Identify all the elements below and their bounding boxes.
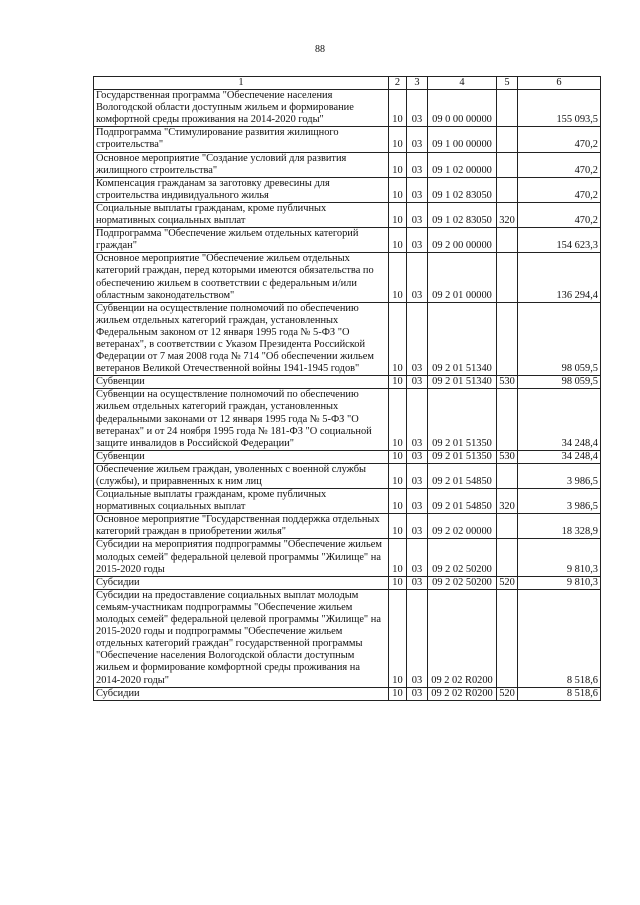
row-target-code-cell: 09 2 01 51340 (428, 302, 497, 376)
row-subsection-cell: 03 (407, 576, 428, 589)
row-expense-type-cell (497, 127, 518, 152)
row-subsection-cell: 03 (407, 687, 428, 700)
row-target-code-cell: 09 2 01 00000 (428, 253, 497, 302)
table-row (94, 489, 601, 514)
row-name-cell: Компенсация гражданам за заготовку древесины для строительства индивидуального жилья (94, 177, 389, 202)
row-section-cell: 10 (389, 687, 407, 700)
row-amount-cell: 9 810,3 (518, 539, 601, 576)
row-expense-type-cell: 520 (497, 687, 518, 700)
row-target-code-cell: 09 2 02 R0200 (428, 687, 497, 700)
row-subsection-cell: 03 (407, 376, 428, 389)
row-name-cell: Субвенции (94, 376, 389, 389)
row-section-cell: 10 (389, 576, 407, 589)
table-row (94, 514, 601, 539)
row-name-cell: Обеспечение жильем граждан, уволенных с военной службы (службы), и приравненных к ним лиц (94, 463, 389, 488)
table-row (94, 576, 601, 589)
column-header: 1 (94, 77, 389, 90)
row-expense-type-cell: 320 (497, 489, 518, 514)
row-expense-type-cell (497, 389, 518, 450)
row-amount-cell: 3 986,5 (518, 489, 601, 514)
row-name-cell: Субсидии на мероприятия подпрограммы "Обеспечение жильем молодых семей" федеральной целевой программы "Жилище" на 2015-2020 годы (94, 539, 389, 576)
row-section-cell: 10 (389, 589, 407, 687)
row-amount-cell: 9 810,3 (518, 576, 601, 589)
row-subsection-cell: 03 (407, 539, 428, 576)
row-amount-cell: 98 059,5 (518, 376, 601, 389)
row-subsection-cell: 03 (407, 450, 428, 463)
table-row (94, 90, 601, 127)
row-amount-cell: 34 248,4 (518, 389, 601, 450)
row-section-cell: 10 (389, 202, 407, 227)
row-section-cell: 10 (389, 463, 407, 488)
row-section-cell: 10 (389, 152, 407, 177)
row-amount-cell: 470,2 (518, 177, 601, 202)
row-section-cell: 10 (389, 450, 407, 463)
row-amount-cell: 3 986,5 (518, 463, 601, 488)
row-section-cell: 10 (389, 514, 407, 539)
row-expense-type-cell (497, 302, 518, 376)
table-row (94, 450, 601, 463)
row-target-code-cell: 09 1 02 83050 (428, 202, 497, 227)
row-amount-cell: 18 328,9 (518, 514, 601, 539)
row-subsection-cell: 03 (407, 228, 428, 253)
column-header: 6 (518, 77, 601, 90)
header-row (94, 77, 601, 90)
row-subsection-cell: 03 (407, 202, 428, 227)
table-row (94, 463, 601, 488)
row-subsection-cell: 03 (407, 589, 428, 687)
row-amount-cell: 470,2 (518, 152, 601, 177)
row-target-code-cell: 09 2 01 51350 (428, 389, 497, 450)
row-expense-type-cell: 320 (497, 202, 518, 227)
row-target-code-cell: 09 2 01 51340 (428, 376, 497, 389)
row-target-code-cell: 09 2 02 00000 (428, 514, 497, 539)
row-amount-cell: 470,2 (518, 202, 601, 227)
row-expense-type-cell: 530 (497, 450, 518, 463)
row-expense-type-cell (497, 177, 518, 202)
row-target-code-cell: 09 1 02 83050 (428, 177, 497, 202)
row-amount-cell: 136 294,4 (518, 253, 601, 302)
row-subsection-cell: 03 (407, 253, 428, 302)
row-amount-cell: 8 518,6 (518, 589, 601, 687)
row-subsection-cell: 03 (407, 302, 428, 376)
row-target-code-cell: 09 2 01 54850 (428, 463, 497, 488)
table-row (94, 253, 601, 302)
row-name-cell: Субсидии (94, 576, 389, 589)
row-expense-type-cell (497, 539, 518, 576)
table-row (94, 376, 601, 389)
row-subsection-cell: 03 (407, 463, 428, 488)
table-row (94, 228, 601, 253)
row-section-cell: 10 (389, 376, 407, 389)
row-expense-type-cell (497, 463, 518, 488)
row-target-code-cell: 09 2 01 54850 (428, 489, 497, 514)
row-section-cell: 10 (389, 489, 407, 514)
row-amount-cell: 155 093,5 (518, 90, 601, 127)
row-name-cell: Основное мероприятие "Обеспечение жильем отдельных категорий граждан, перед которыми имеются обязательства по обеспечению жильем в соответствии с федеральным и/или областным законодательством" (94, 253, 389, 302)
row-name-cell: Субвенции на осуществление полномочий по обеспечению жильем отдельных категорий граждан, установленных федеральными законами от 12 января 1995 года № 5-ФЗ "О ветеранах" и от 24 ноября 1995 года № 181-ФЗ "О социальной защите инвалидов в Российской Федерации" (94, 389, 389, 450)
row-expense-type-cell: 520 (497, 576, 518, 589)
row-subsection-cell: 03 (407, 127, 428, 152)
row-target-code-cell: 09 2 02 50200 (428, 539, 497, 576)
row-amount-cell: 98 059,5 (518, 302, 601, 376)
row-name-cell: Подпрограмма "Стимулирование развития жилищного строительства" (94, 127, 389, 152)
table-row (94, 152, 601, 177)
row-name-cell: Социальные выплаты гражданам, кроме публичных нормативных социальных выплат (94, 202, 389, 227)
row-subsection-cell: 03 (407, 389, 428, 450)
row-expense-type-cell (497, 152, 518, 177)
row-target-code-cell: 09 1 00 00000 (428, 127, 497, 152)
row-section-cell: 10 (389, 177, 407, 202)
row-name-cell: Подпрограмма "Обеспечение жильем отдельных категорий граждан" (94, 228, 389, 253)
row-section-cell: 10 (389, 228, 407, 253)
row-amount-cell: 8 518,6 (518, 687, 601, 700)
column-header: 2 (389, 77, 407, 90)
row-expense-type-cell (497, 90, 518, 127)
row-name-cell: Субсидии (94, 687, 389, 700)
page-number: 88 (315, 44, 325, 55)
row-target-code-cell: 09 2 02 R0200 (428, 589, 497, 687)
table-row (94, 389, 601, 450)
table-row (94, 127, 601, 152)
table-row (94, 202, 601, 227)
row-name-cell: Субвенции на осуществление полномочий по обеспечению жильем отдельных категорий граждан, установленных Федеральным законом от 12 января 1995 года № 5-ФЗ "О ветеранах", в соответствии с Указом Президента Российской Федерации от 7 мая 2008 года № 714 "Об обеспечении жильем ветеранов Великой Отечественной войны 1941-1945 годов" (94, 302, 389, 376)
column-header: 4 (428, 77, 497, 90)
row-name-cell: Основное мероприятие "Создание условий для развития жилищного строительства" (94, 152, 389, 177)
table-row (94, 687, 601, 700)
row-subsection-cell: 03 (407, 489, 428, 514)
row-expense-type-cell (497, 589, 518, 687)
row-expense-type-cell (497, 228, 518, 253)
row-section-cell: 10 (389, 302, 407, 376)
table-row (94, 589, 601, 687)
row-subsection-cell: 03 (407, 90, 428, 127)
row-target-code-cell: 09 2 01 51350 (428, 450, 497, 463)
row-section-cell: 10 (389, 539, 407, 576)
row-name-cell: Субвенции (94, 450, 389, 463)
row-expense-type-cell (497, 253, 518, 302)
row-section-cell: 10 (389, 253, 407, 302)
table-row (94, 539, 601, 576)
row-subsection-cell: 03 (407, 514, 428, 539)
row-amount-cell: 154 623,3 (518, 228, 601, 253)
row-subsection-cell: 03 (407, 177, 428, 202)
row-section-cell: 10 (389, 127, 407, 152)
row-target-code-cell: 09 2 00 00000 (428, 228, 497, 253)
row-subsection-cell: 03 (407, 152, 428, 177)
row-target-code-cell: 09 2 02 50200 (428, 576, 497, 589)
row-name-cell: Основное мероприятие "Государственная поддержка отдельных категорий граждан в приобретении жилья" (94, 514, 389, 539)
row-name-cell: Субсидии на предоставление социальных выплат молодым семьям-участникам подпрограммы "Обеспечение жильем молодых семей" федеральной целевой программы "Жилище" на 2015-2020 годы и подпрограммы "Обеспечение жильем отдельных категорий граждан" государственной программы "Обеспечение населения Вологодской области доступным жильем и формирование комфортной среды проживания на 2014-2020 годы" (94, 589, 389, 687)
row-amount-cell: 470,2 (518, 127, 601, 152)
table-row (94, 302, 601, 376)
row-target-code-cell: 09 1 02 00000 (428, 152, 497, 177)
row-expense-type-cell: 530 (497, 376, 518, 389)
row-section-cell: 10 (389, 90, 407, 127)
budget-table (93, 76, 601, 701)
row-expense-type-cell (497, 514, 518, 539)
row-name-cell: Государственная программа "Обеспечение населения Вологодской области доступным жильем и формирование комфортной среды проживания на 2014-2020 годы" (94, 90, 389, 127)
table-row (94, 177, 601, 202)
row-amount-cell: 34 248,4 (518, 450, 601, 463)
column-header: 3 (407, 77, 428, 90)
row-name-cell: Социальные выплаты гражданам, кроме публичных нормативных социальных выплат (94, 489, 389, 514)
column-header: 5 (497, 77, 518, 90)
row-section-cell: 10 (389, 389, 407, 450)
row-target-code-cell: 09 0 00 00000 (428, 90, 497, 127)
